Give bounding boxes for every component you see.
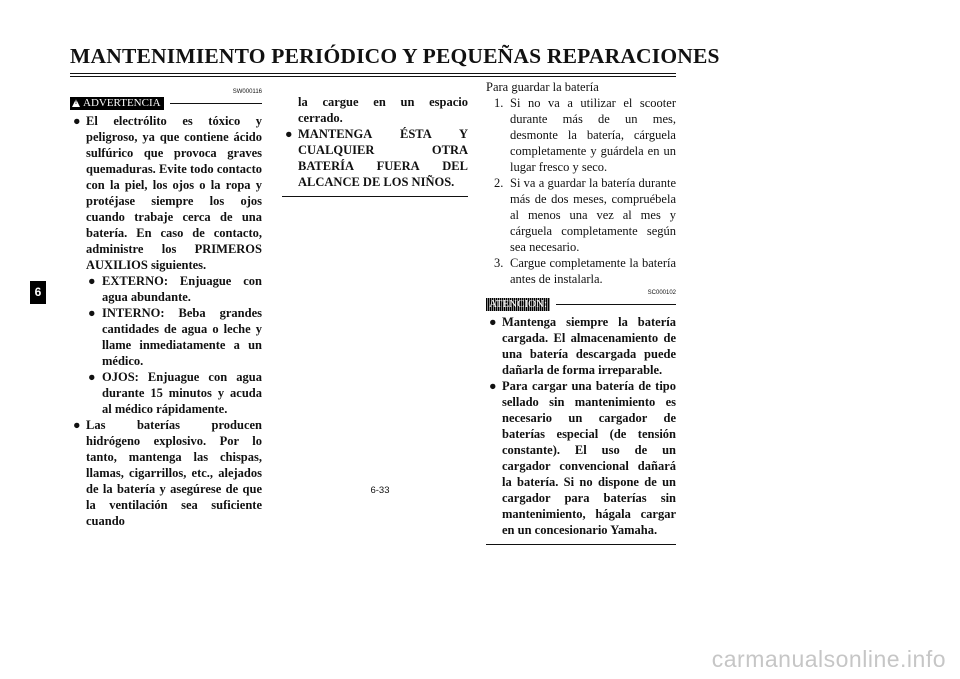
step-text: Si va a guardar la batería durante más de dos meses, compruébela al menos una vez al mes y cárguela completamente según sea necesario. [510, 176, 676, 254]
bullet-icon: ● [88, 370, 96, 384]
warning-continuation-text: la cargue en un espacio cerrado. [298, 95, 468, 125]
warning-sub-item-text: OJOS: Enjuague con agua durante 15 minutos y acuda al médico rápidamente. [102, 370, 262, 416]
storage-heading: Para guardar la batería [486, 80, 599, 94]
warning-end-rule [282, 196, 468, 197]
caution-header-rule [556, 304, 676, 305]
warning-column [70, 88, 262, 529]
storage-step [486, 175, 676, 255]
step-number: 3. [494, 256, 504, 270]
bullet-icon: ● [489, 315, 497, 329]
header-rule-top [70, 73, 676, 74]
step-number: 1. [494, 96, 504, 110]
caution-item-text: Mantenga siempre la batería cargada. El almacenamiento de una batería descargada puede dañarla de forma irreparable. [502, 315, 676, 377]
page-number: 6-33 [370, 485, 390, 496]
caution-item [486, 378, 676, 538]
caution-header [486, 297, 676, 311]
warning-item-text: El electrólito es tóxico y peligroso, ya que contiene ácido sulfúrico que provoca graves quemaduras. Evite todo contacto con la piel, los ojos o la ropa y protéjase siempre los ojos cuando trabaje cerca de una batería. En caso de contacto, administre los PRIMEROS AUXILIOS siguientes. [86, 114, 262, 272]
warning-item-text: MANTENGA ÉSTA Y CUALQUIER OTRA BATERÍA FUERA DEL ALCANCE DE LOS NIÑOS. [298, 127, 468, 189]
warning-sub-item [70, 273, 262, 305]
warning-badge [70, 97, 164, 110]
warning-item [70, 417, 262, 529]
watermark: carmanualsonline.info [711, 646, 946, 672]
caution-badge: ATENCION: [486, 298, 550, 311]
warning-header-rule [170, 103, 262, 104]
warning-item [70, 113, 262, 273]
warning-triangle-icon: ! [72, 99, 80, 107]
warning-sub-item-text: INTERNO: Beba grandes cantidades de agua o leche y llame inmediatamente a un médico. [102, 306, 262, 368]
step-number: 2. [494, 176, 504, 190]
warning-code: SW000116 [232, 89, 262, 95]
caution-end-rule [486, 544, 676, 545]
chapter-tab: 6 [30, 281, 46, 304]
warning-item-text: Las baterías producen hidrógeno explosivo. Por lo tanto, mantenga las chispas, llamas, cigarrillos, etc., alejados de la batería y asegúrese de que la ventilación sea suficiente cuando [86, 418, 262, 528]
warning-sub-item [70, 369, 262, 417]
header-rule-bottom [70, 76, 676, 77]
page-title: MANTENIMIENTO PERIÓDICO Y PEQUEÑAS REPARACIONES [70, 44, 720, 68]
bullet-icon: ● [285, 127, 293, 141]
warning-header [70, 96, 262, 110]
warning-continuation [282, 94, 468, 126]
warning-item [282, 126, 468, 190]
bullet-icon: ● [88, 274, 96, 288]
warning-sub-item-text: EXTERNO: Enjuague con agua abundante. [102, 274, 262, 304]
step-text: Cargue completamente la batería antes de instalarla. [510, 256, 676, 286]
step-text: Si no va a utilizar el scooter durante más de un mes, desmonte la batería, cárguela completamente y guárdela en un lugar fresco y seco. [510, 96, 676, 174]
bullet-icon: ● [73, 114, 81, 128]
storage-step [486, 95, 676, 175]
caution-item [486, 314, 676, 378]
bullet-icon: ● [489, 379, 497, 393]
warning-label: ADVERTENCIA [83, 96, 161, 109]
storage-column [486, 79, 676, 545]
bullet-icon: ● [88, 306, 96, 320]
caution-code: SC000102 [647, 290, 676, 296]
bullet-icon: ● [73, 418, 81, 432]
caution-item-text: Para cargar una batería de tipo sellado sin mantenimiento es necesario un cargador de baterías especial (de tensión constante). El uso de un cargador convencional dañará la batería. Si no dispone de un cargador para baterías sin mantenimiento, hágala cargar en un concesionario Yamaha. [502, 379, 676, 537]
storage-step [486, 255, 676, 287]
warning-continuation-column [282, 94, 468, 197]
warning-sub-item [70, 305, 262, 369]
